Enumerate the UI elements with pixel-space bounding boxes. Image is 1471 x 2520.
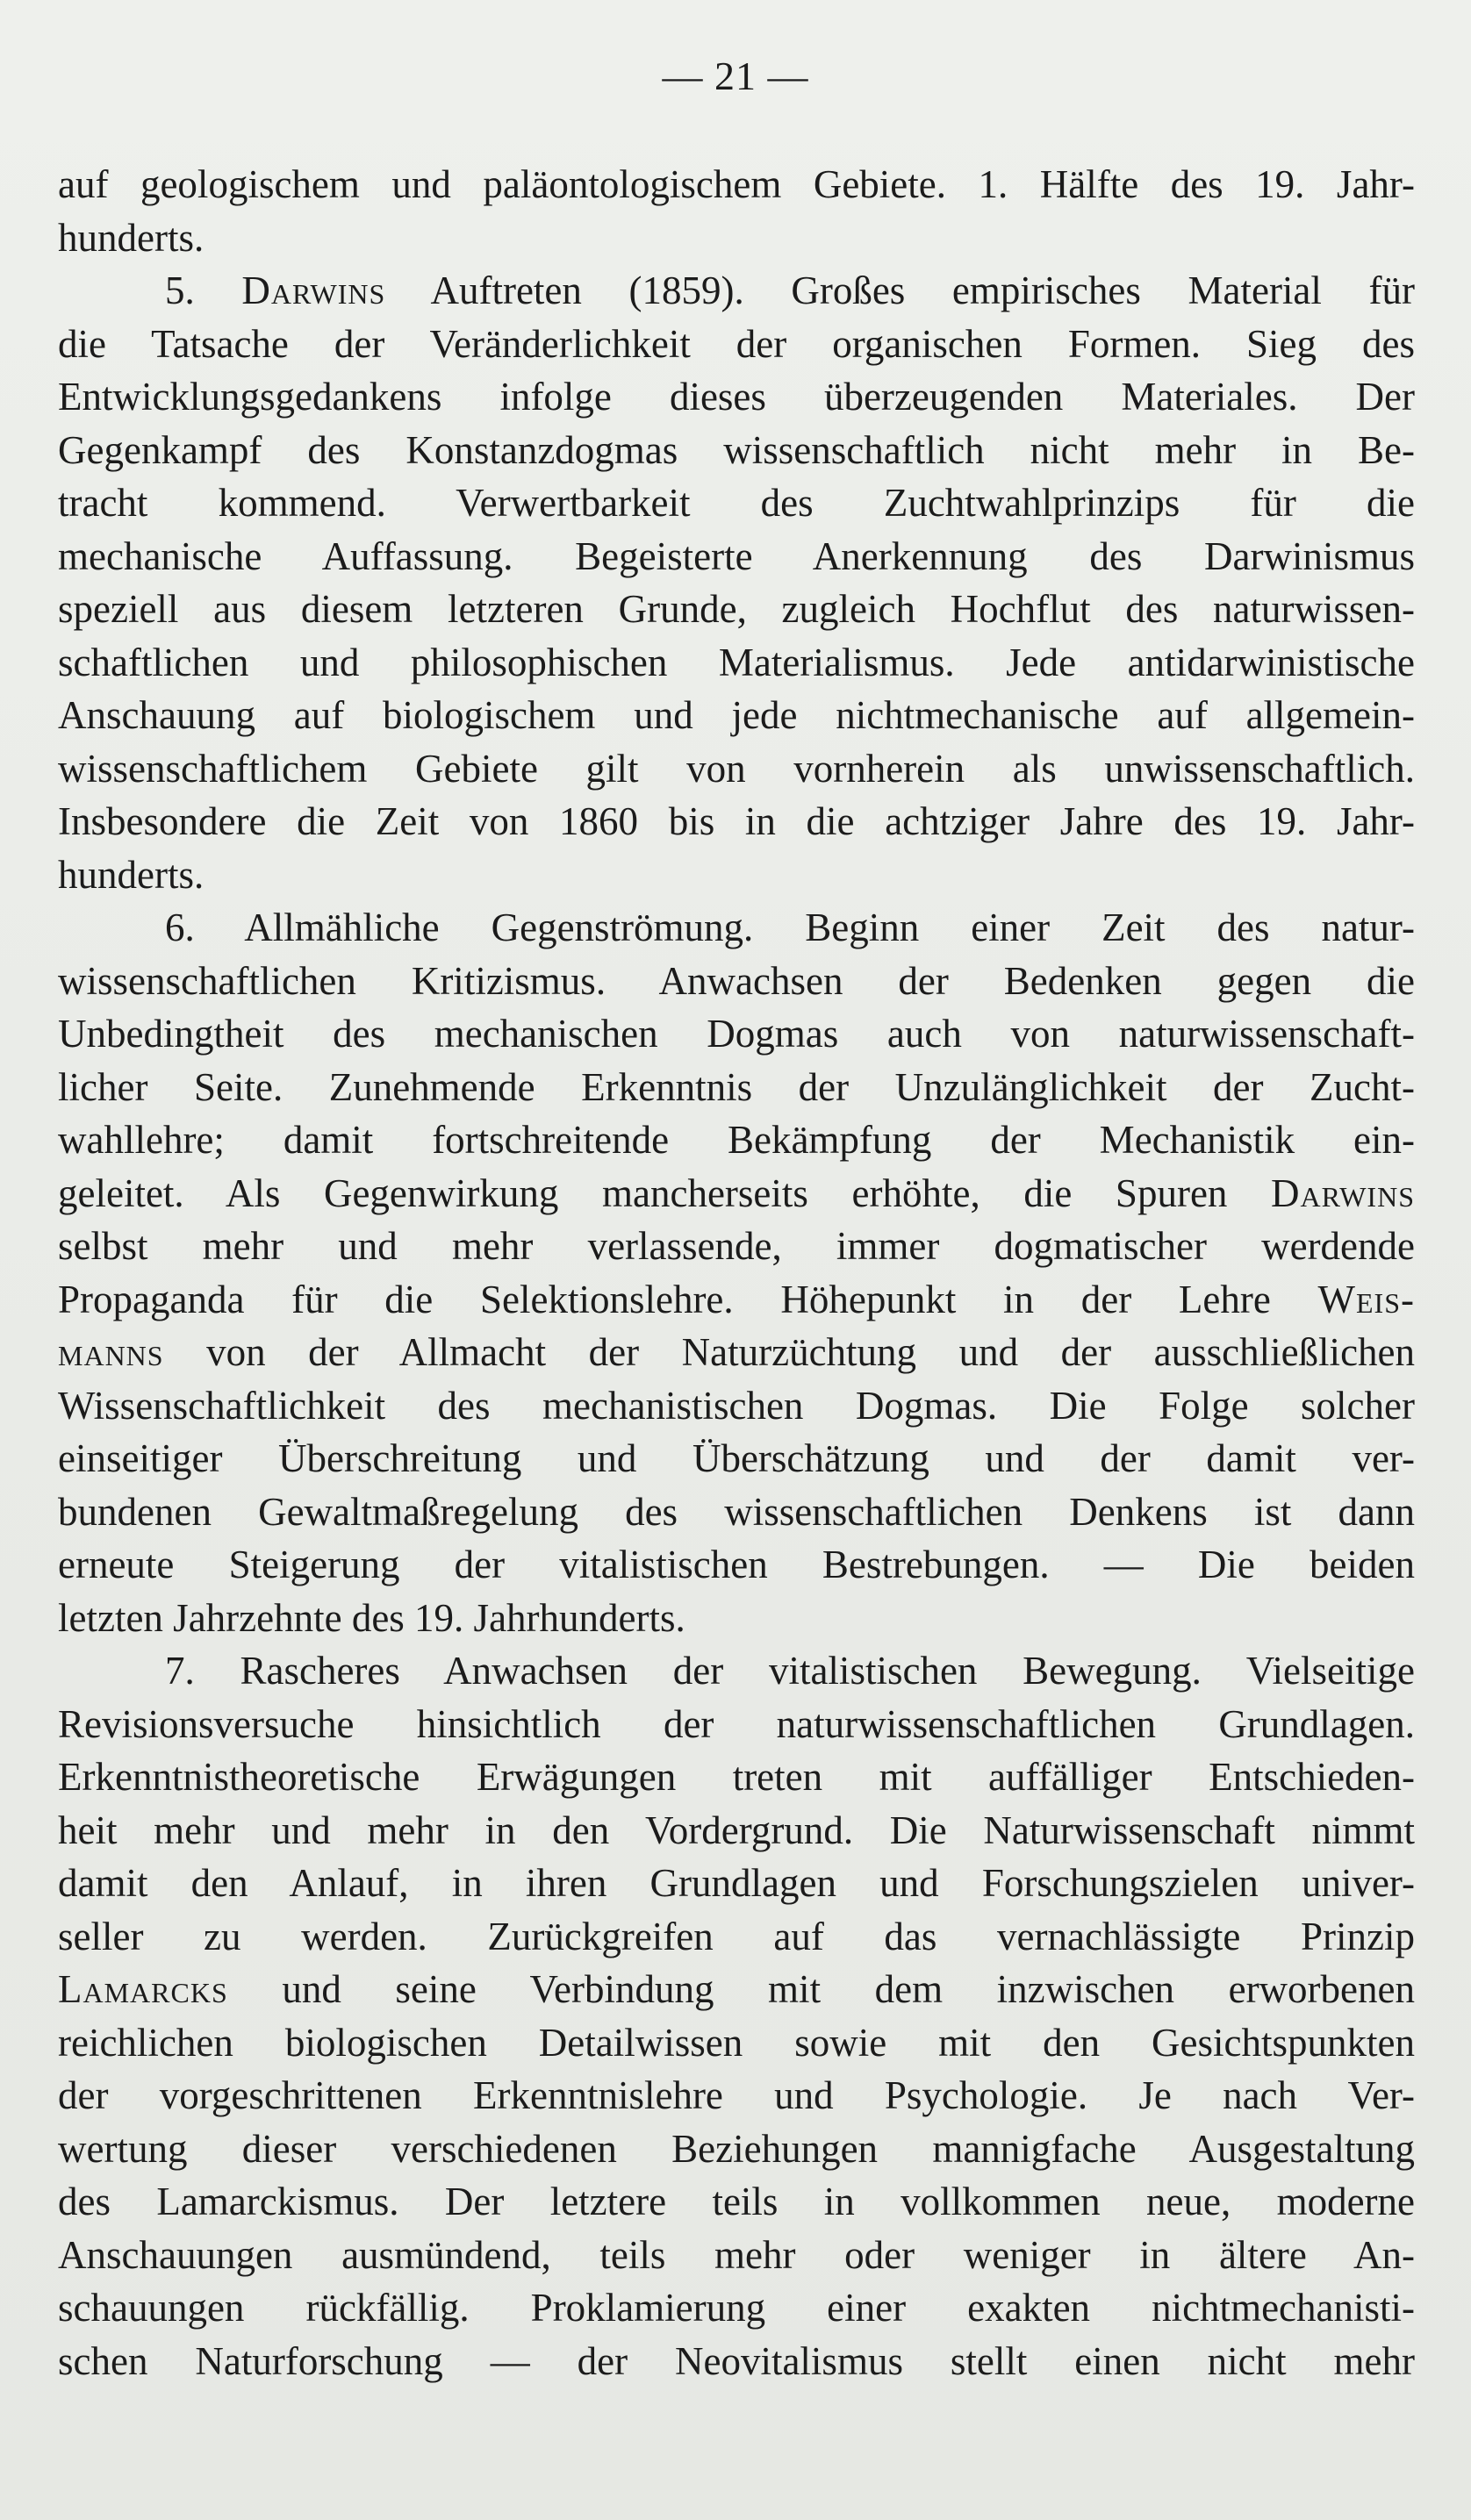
text-line: Wissenschaftlichkeit des mechanistischen Dogmas. Die Folge solcher [58, 1383, 1415, 1428]
text-line: schen Naturforschung — der Neovitalismus stellt einen nicht mehr [58, 2338, 1415, 2383]
line-fragment: geleitet. Als Gegenwirkung mancherseits erhöhte, die Spuren [58, 1171, 1228, 1215]
text-line: auf geologischem und paläontologischem Gebiete. 1. Hälfte des 19. Jahr- [58, 162, 1415, 206]
text-line: hunderts. [58, 215, 205, 260]
text-line: heit mehr und mehr in den Vordergrund. Die Naturwissenschaft nimmt [58, 1808, 1415, 1852]
person-name: Darwins [241, 268, 386, 312]
text-line [58, 1963, 1415, 2016]
text-line: seller zu werden. Zurückgreifen auf das vernachlässigte Prinzip [58, 1914, 1415, 1958]
person-name: manns [58, 1330, 164, 1374]
text-line: Erkenntnistheoretische Erwägungen treten mit auffälliger Entschieden- [58, 1755, 1415, 1799]
text-line [58, 1273, 1415, 1327]
text-line: wertung dieser verschiedenen Beziehungen mannigfache Ausgestaltung [58, 2126, 1415, 2171]
text-line: tracht kommend. Verwertbarkeit des Zuchtwahlprinzips für die [58, 481, 1415, 525]
text-line: wissenschaftlichen Kritizismus. Anwachsen der Bedenken gegen die [58, 958, 1415, 1003]
text-line: 6. Allmähliche Gegenströmung. Beginn einer Zeit des natur- [165, 906, 1415, 949]
person-name: Weis- [1317, 1277, 1415, 1321]
text-line: der vorgeschrittenen Erkenntnislehre und Psychologie. Je nach Ver- [58, 2073, 1415, 2117]
text-line: schaftlichen und philosophischen Materialismus. Jede antidarwinistische [58, 640, 1415, 684]
text-line: schauungen rückfällig. Proklamierung einer exakten nichtmechanisti- [58, 2286, 1415, 2330]
text-line: Anschauung auf biologischem und jede nichtmechanische auf allgemein- [58, 693, 1415, 737]
text-line: letzten Jahrzehnte des 19. Jahrhunderts. [58, 1595, 685, 1640]
text-line: Insbesondere die Zeit von 1860 bis in die achtziger Jahre des 19. Jahr- [58, 799, 1415, 843]
person-name: Lamarcks [58, 1967, 228, 2011]
text-line: Gegenkampf des Konstanzdogmas wissenschaftlich nicht mehr in Be- [58, 427, 1415, 472]
item-number: 5. [165, 268, 195, 312]
text-line: des Lamarckismus. Der letztere teils in vollkommen neue, moderne [58, 2180, 1415, 2223]
line-fragment: Auftreten (1859). Großes empirisches Material für [430, 268, 1415, 312]
text-line: 7. Rascheres Anwachsen der vitalistischen Bewegung. Vielseitige [165, 1649, 1415, 1693]
text-line: licher Seite. Zunehmende Erkenntnis der Unzulänglichkeit der Zucht- [58, 1064, 1415, 1109]
text-line: bundenen Gewaltmaßregelung des wissenschaftlichen Denkens ist dann [58, 1489, 1415, 1534]
text-line: Revisionsversuche hinsichtlich der naturwissenschaftlichen Grundlagen. [58, 1701, 1415, 1746]
text-line: wissenschaftlichem Gebiete gilt von vornherein als unwissenschaftlich. [58, 746, 1415, 791]
text-line [58, 1326, 1415, 1379]
line-fragment: und seine Verbindung mit dem inzwischen erworbenen [282, 1967, 1415, 2011]
text-line: damit den Anlauf, in ihren Grundlagen und Forschungszielen univer- [58, 1861, 1415, 1905]
text-line: wahllehre; damit fortschreitende Bekämpfung der Mechanistik ein- [58, 1118, 1415, 1162]
text-line: hunderts. [58, 852, 205, 897]
text-line: speziell aus diesem letzteren Grunde, zugleich Hochflut des naturwissen- [58, 587, 1415, 631]
text-line [58, 1167, 1415, 1221]
page-number: — 21 — [662, 54, 809, 98]
text-line: Entwicklungsgedankens infolge dieses überzeugenden Materiales. Der [58, 375, 1415, 419]
text-line: erneute Steigerung der vitalistischen Bestrebungen. — Die beiden [58, 1543, 1415, 1586]
text-line: selbst mehr und mehr verlassende, immer dogmatischer werdende [58, 1224, 1415, 1268]
text-line: einseitiger Überschreitung und Überschätzung und der damit ver- [58, 1436, 1415, 1480]
line-fragment: Propaganda für die Selektionslehre. Höhepunkt in der Lehre [58, 1277, 1271, 1321]
text-line: mechanische Auffassung. Begeisterte Anerkennung des Darwinismus [58, 533, 1415, 578]
text-line: Unbedingtheit des mechanischen Dogmas auch von naturwissenschaft- [58, 1012, 1415, 1056]
body-text [58, 158, 1415, 2388]
text-line: die Tatsache der Veränderlichkeit der organischen Formen. Sieg des [58, 321, 1415, 366]
person-name: Darwins [1271, 1171, 1415, 1215]
line-fragment: von der Allmacht der Naturzüchtung und der ausschließlichen [206, 1330, 1416, 1374]
text-line: reichlichen biologischen Detailwissen sowie mit den Gesichtspunkten [58, 2020, 1415, 2065]
text-line [58, 264, 1415, 318]
text-line: Anschauungen ausmündend, teils mehr oder weniger in ältere An- [58, 2232, 1415, 2277]
